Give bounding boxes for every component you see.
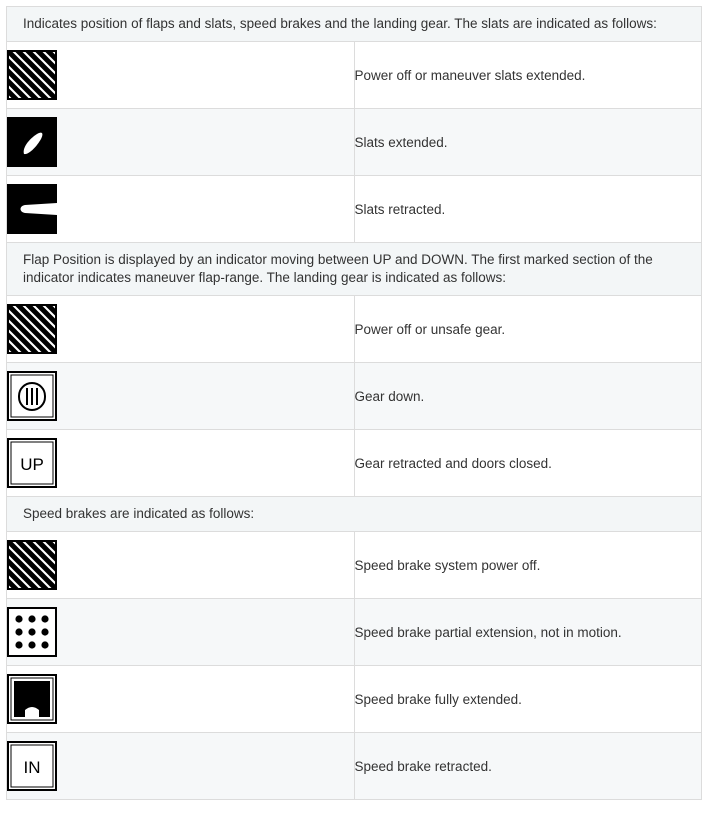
gear-down-icon	[7, 371, 57, 421]
hatched-power-off-icon	[7, 540, 57, 590]
speed-brake-extended-icon	[7, 674, 57, 724]
row-description: Gear retracted and doors closed.	[354, 430, 702, 497]
row-description: Gear down.	[354, 363, 702, 430]
hatched-power-off-icon	[7, 50, 57, 100]
slats-retracted-icon	[7, 184, 57, 234]
row-description: Slats retracted.	[354, 176, 702, 243]
section-header-slats: Indicates position of flaps and slats, speed brakes and the landing gear. The slats are indicated as follows:	[7, 7, 702, 42]
row-description: Power off or unsafe gear.	[354, 296, 702, 363]
speed-brake-partial-icon	[7, 607, 57, 657]
indicator-table	[6, 6, 702, 800]
row-description: Speed brake system power off.	[354, 532, 702, 599]
row-description: Power off or maneuver slats extended.	[354, 42, 702, 109]
row-description: Speed brake retracted.	[354, 733, 702, 800]
row-description: Slats extended.	[354, 109, 702, 176]
hatched-power-off-icon	[7, 304, 57, 354]
slats-extended-icon	[7, 117, 57, 167]
speed-brake-retracted-icon	[7, 741, 57, 791]
row-description: Speed brake partial extension, not in motion.	[354, 599, 702, 666]
row-description: Speed brake fully extended.	[354, 666, 702, 733]
speed-brake-retracted-icon-label: IN	[23, 758, 41, 777]
section-header-speed-brakes: Speed brakes are indicated as follows:	[7, 497, 702, 532]
gear-up-icon-label: UP	[20, 455, 44, 474]
gear-up-icon	[7, 438, 57, 488]
section-header-flaps-gear: Flap Position is displayed by an indicator moving between UP and DOWN. The first marked section of the indicator indicates maneuver flap-range. The landing gear is indicated as follows:	[7, 243, 702, 296]
